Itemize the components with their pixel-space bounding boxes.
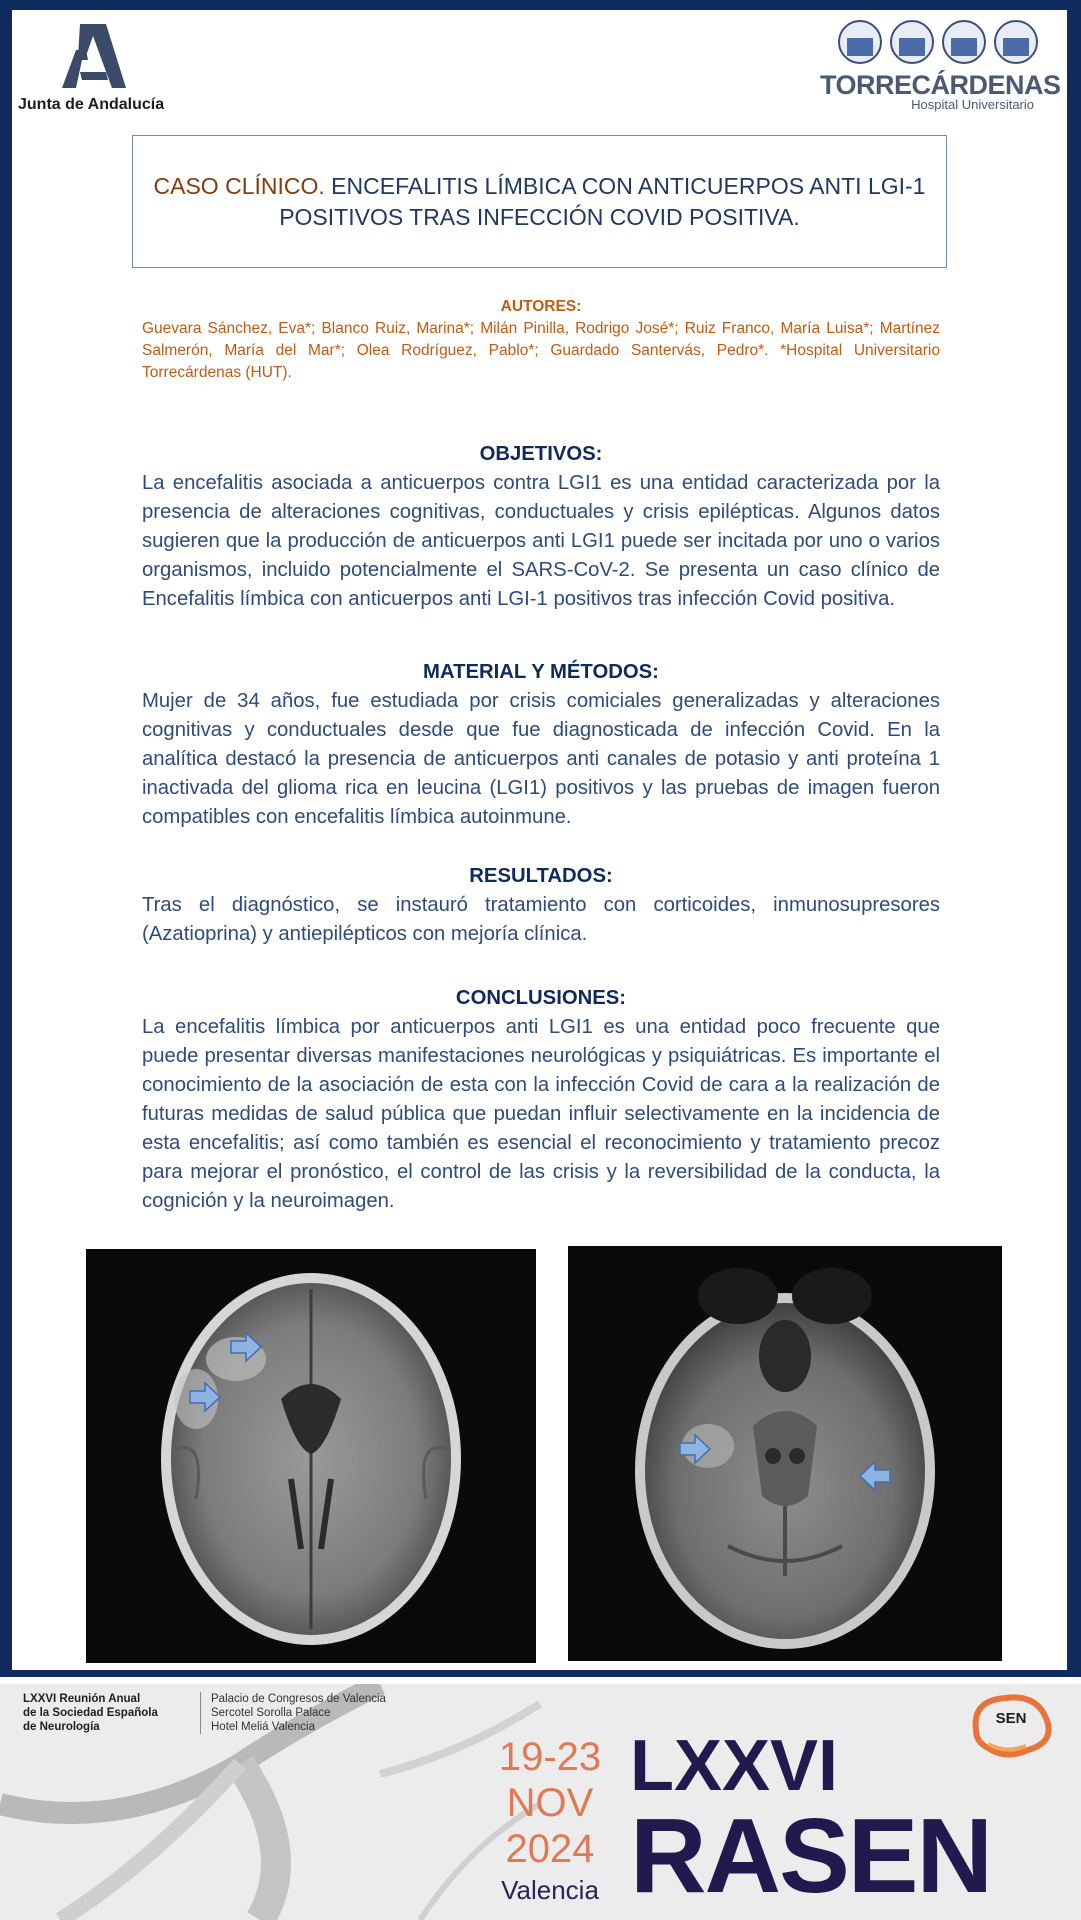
section-metodos — [142, 658, 940, 832]
objetivos-text: La encefalitis asociada a anticuerpos contra LGI1 es una entidad caracterizada por la presencia de alteraciones cognitivas, conductuales y crisis epilépticas. Algunos datos sugieren que la producción de anticuerpos anti LGI1 puede ser incitada por uno o varios organismos, incluido potencialmente el SARS-CoV-2. Se presenta un caso clínico de Encefalitis límbica con anticuerpos anti LGI-1 positivos tras infección Covid positiva. — [142, 472, 940, 610]
sen-logo — [966, 1690, 1056, 1762]
title-lead: CASO CLÍNICO. — [153, 172, 325, 199]
event-edition: LXXVI — [630, 1726, 839, 1806]
resultados-heading: RESULTADOS: — [469, 865, 613, 887]
mri-axial-temporal-image — [568, 1246, 1002, 1661]
hospital-name: TORRECÁRDENAS — [820, 70, 1061, 100]
section-conclusiones — [142, 984, 940, 1216]
authors-heading: AUTORES: — [500, 298, 582, 315]
resultados-text: Tras el diagnóstico, se instauró tratamiento con corticoides, inmunosupresores (Azatioprina) y antiepilépticos con mejoría clínica. — [142, 894, 940, 945]
conclusiones-heading: CONCLUSIONES: — [455, 987, 627, 1009]
authors-block — [142, 296, 940, 384]
event-days: 19-23 — [498, 1735, 602, 1779]
metodos-heading: MATERIAL Y MÉTODOS: — [423, 661, 659, 683]
mri-axial-flair-image — [86, 1249, 536, 1663]
meeting-name: LXXVI Reunión Anual de la Sociedad Española de Neurología — [23, 1693, 158, 1733]
torrecardenas-logo — [820, 20, 1060, 120]
junta-andalucia-label: Junta de Andalucía — [18, 96, 165, 113]
congress-banner — [0, 1684, 1081, 1920]
event-city: Valencia — [501, 1875, 599, 1905]
title-text: ENCEFALITIS LÍMBICA CON ANTICUERPOS ANTI LGI-1 POSITIVOS TRAS INFECCIÓN COVID POSITIVA. — [279, 172, 926, 230]
metodos-text: Mujer de 34 años, fue estudiada por crisis comiciales generalizadas y alteraciones cognitivas y conductuales desde que fue diagnosticada de infección Covid. En la analítica destacó la presencia de anticuerpos anti canales de potasio y anti proteína 1 inactivada del glioma rica en leucina (LGI1) positivos y las pruebas de imagen fueron compatibles con encefalitis límbica autoinmune. — [142, 690, 940, 828]
junta-andalucia-logo — [18, 18, 168, 118]
sen-label: SEN — [995, 1710, 1027, 1727]
section-resultados — [142, 862, 940, 949]
event-name: RASEN — [630, 1797, 992, 1915]
hospital-subtitle: Hospital Universitario — [911, 97, 1034, 112]
objetivos-heading: OBJETIVOS: — [479, 443, 603, 465]
authors-text: Guevara Sánchez, Eva*; Blanco Ruiz, Marina*; Milán Pinilla, Rodrigo José*; Ruiz Franco, María Luisa*; Martínez Salmerón, María del Mar*; Olea Rodríguez, Pablo*; Guardado Santervás, Pedro*. *Hospital Universitario Torrecárdenas (HUT). — [142, 320, 940, 381]
event-month: NOV — [506, 1781, 594, 1825]
event-dates — [480, 1734, 620, 1908]
meeting-venue: Palacio de Congresos de Valencia Sercotel Sorolla Palace Hotel Meliá Valencia — [200, 1692, 421, 1734]
junta-andalucia-a-icon — [58, 20, 128, 92]
poster-title — [132, 135, 947, 268]
conclusiones-text: La encefalitis límbica por anticuerpos anti LGI1 es una entidad poco frecuente que puede presentar diversas manifestaciones neurológicas y psiquiátricas. Es importante el conocimiento de la asociación de esta con la infección Covid de cara a la realización de futuras medidas de salud pública que puedan influir selectivamente en la incidencia de esta encefalitis; así como también es esencial el reconocimiento y tratamiento precoz para mejorar el pronóstico, el control de las crisis y la reversibilidad de la conducta, la cognición y la neuroimagen. — [142, 1016, 940, 1212]
section-objetivos — [142, 440, 940, 614]
event-year: 2024 — [505, 1827, 595, 1871]
hospital-buildings-icon — [838, 20, 1060, 64]
